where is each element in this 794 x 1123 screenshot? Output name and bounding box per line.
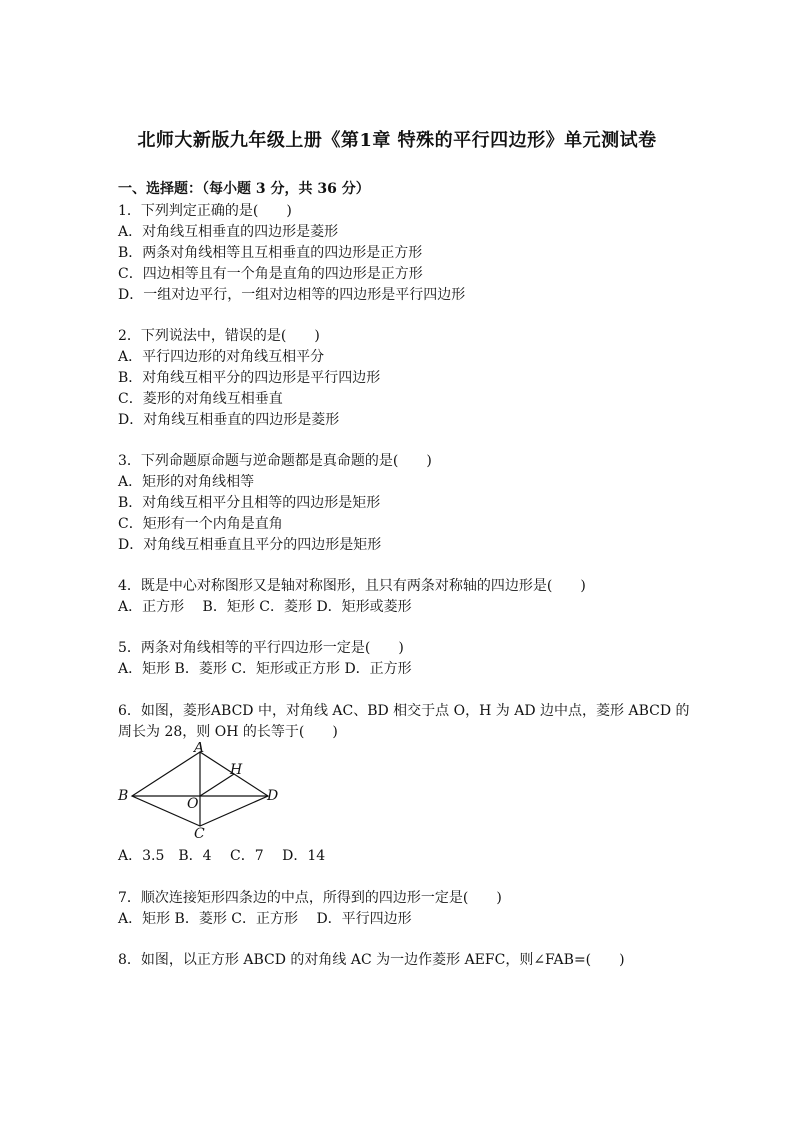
label-a: A (194, 742, 205, 756)
question-7-options: A．矩形 B．菱形 C．正方形 D．平行四边形 (118, 911, 412, 927)
page-title: 北师大新版九年级上册《第1章 特殊的平行四边形》单元测试卷 (137, 130, 657, 151)
question-6-options: A．3.5 B．4 C．7 D．14 (118, 848, 326, 864)
segment-oh (200, 774, 234, 796)
question-1-stem: 1．下列判定正确的是( ) (118, 203, 292, 219)
label-c: C (194, 826, 205, 842)
section-heading: 一、选择题：（每小题 3 分，共 36 分） (118, 181, 370, 197)
label-o: O (187, 796, 199, 812)
question-4-options: A．正方形 B．矩形 C．菱形 D．矩形或菱形 (118, 599, 412, 615)
question-2-stem: 2．下列说法中，错误的是( ) (118, 328, 320, 344)
question-3-option-a: A．矩形的对角线相等 (118, 474, 255, 490)
question-8-stem: 8．如图，以正方形 ABCD 的对角线 AC 为一边作菱形 AEFC，则∠FAB=( ) (118, 952, 625, 968)
question-2-option-b: B．对角线互相平分的四边形是平行四边形 (118, 370, 381, 386)
label-d: D (267, 788, 279, 804)
question-2-option-a: A．平行四边形的对角线互相平分 (118, 349, 325, 365)
question-1-option-a: A．对角线互相垂直的四边形是菱形 (118, 224, 339, 240)
question-4-stem: 4．既是中心对称图形又是轴对称图形，且只有两条对称轴的四边形是( ) (118, 578, 586, 594)
question-3-option-c: C．矩形有一个内角是直角 (118, 516, 283, 532)
question-1-option-d: D．一组对边平行，一组对边相等的四边形是平行四边形 (118, 287, 466, 303)
question-5-stem: 5．两条对角线相等的平行四边形一定是( ) (118, 640, 404, 656)
question-1-option-c: C．四边相等且有一个角是直角的四边形是正方形 (118, 266, 423, 282)
question-6-stem-line-1: 6．如图，菱形ABCD 中，对角线 AC、BD 相交于点 O，H 为 AD 边中点，菱形 ABCD 的 (118, 703, 690, 719)
question-2-option-c: C．菱形的对角线互相垂直 (118, 391, 283, 407)
question-3-option-d: D．对角线互相垂直且平分的四边形是矩形 (118, 537, 382, 553)
question-1-option-b: B．两条对角线相等且互相垂直的四边形是正方形 (118, 245, 423, 261)
label-h: H (230, 762, 243, 778)
question-3-stem: 3．下列命题原命题与逆命题都是真命题的是( ) (118, 453, 432, 469)
question-6-stem-line-2: 周长为 28，则 OH 的长等于( ) (118, 724, 338, 740)
rhombus-figure (112, 742, 292, 842)
question-5-options: A．矩形 B．菱形 C．矩形或正方形 D．正方形 (118, 661, 412, 677)
label-b: B (118, 788, 129, 804)
question-7-stem: 7．顺次连接矩形四条边的中点，所得到的四边形一定是( ) (118, 890, 502, 906)
question-2-option-d: D．对角线互相垂直的四边形是菱形 (118, 412, 340, 428)
question-3-option-b: B．对角线互相平分且相等的四边形是矩形 (118, 495, 381, 511)
